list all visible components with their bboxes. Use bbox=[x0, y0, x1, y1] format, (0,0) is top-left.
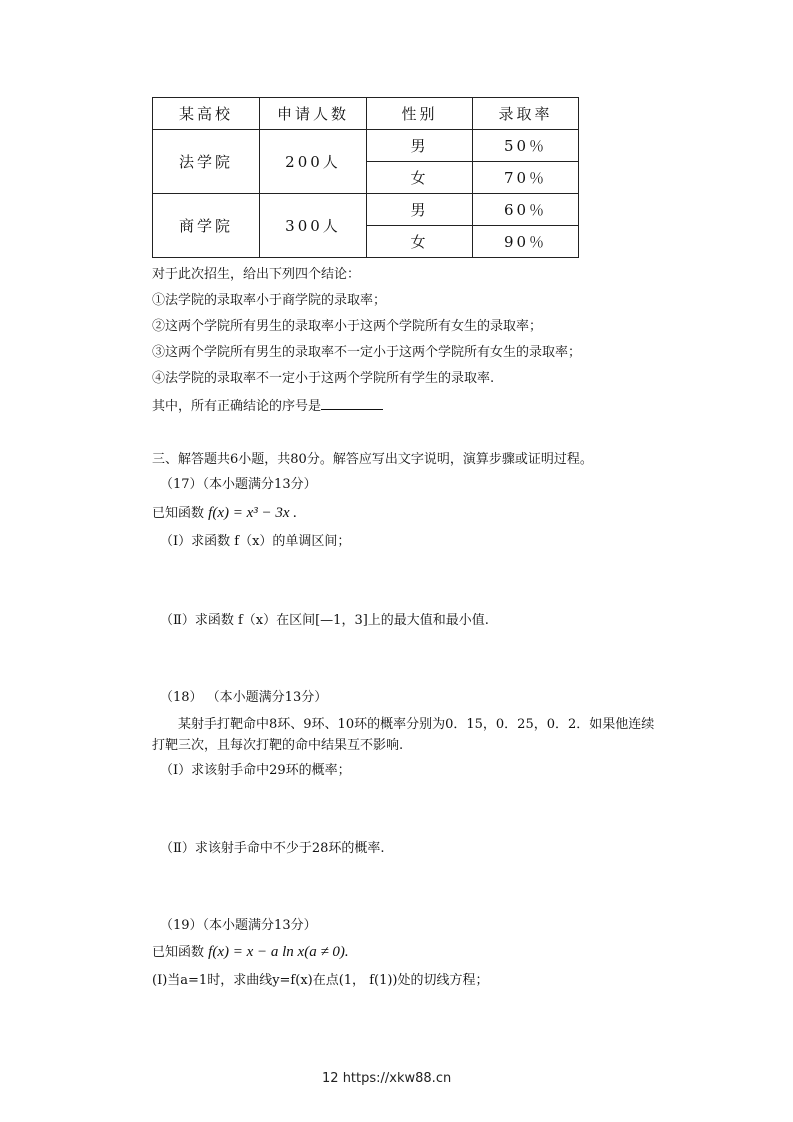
applicants-cell: 200人 bbox=[260, 130, 367, 194]
q18-part1: （Ⅰ）求该射手命中29环的概率； bbox=[160, 763, 351, 778]
q18-stem-line1: 某射手打靶命中8环、9环、10环的概率分别为0．15，0．25，0．2．如果他连续 bbox=[178, 717, 655, 732]
college-cell: 商学院 bbox=[153, 194, 260, 258]
table-header-row bbox=[153, 98, 579, 130]
q17-part1: （Ⅰ）求函数 f（x）的单调区间； bbox=[160, 534, 351, 549]
q17-given bbox=[152, 504, 297, 523]
table-row bbox=[153, 130, 579, 162]
q17-formula: f(x) = x³ − 3x . bbox=[208, 505, 298, 521]
q17-part2: （Ⅱ）求函数 f（x）在区间[—1，3]上的最大值和最小值. bbox=[160, 613, 489, 628]
conclusions-intro: 对于此次招生，给出下列四个结论： bbox=[152, 267, 361, 282]
rate-cell: 90％ bbox=[473, 226, 579, 258]
q19-part1: (Ⅰ)当a=1时，求曲线y=f(x)在点(1， f(1))处的切线方程； bbox=[152, 973, 489, 988]
conclusion-question bbox=[152, 397, 383, 416]
q18-stem-line2: 打靶三次，且每次打靶的命中结果互不影响. bbox=[152, 738, 404, 753]
table-header-cell: 申请人数 bbox=[260, 98, 367, 130]
section-heading: 三、解答题共6小题，共80分。解答应写出文字说明，演算步骤或证明过程。 bbox=[152, 452, 593, 467]
table-header-cell: 录取率 bbox=[473, 98, 579, 130]
table-header-cell: 某高校 bbox=[153, 98, 260, 130]
rate-cell: 70％ bbox=[473, 162, 579, 194]
page-number: 12 bbox=[322, 1071, 339, 1086]
q19-formula: f(x) = x − a ln x(a ≠ 0). bbox=[208, 944, 349, 960]
q18-label: （18） （本小题满分13分） bbox=[160, 690, 328, 705]
footer-url[interactable]: https://xkw88.cn bbox=[342, 1071, 452, 1086]
answer-blank bbox=[321, 397, 383, 410]
applicants-cell: 300人 bbox=[260, 194, 367, 258]
table-row bbox=[153, 194, 579, 226]
gender-cell: 男 bbox=[367, 194, 473, 226]
conclusion-item-1: ①法学院的录取率小于商学院的录取率； bbox=[152, 293, 387, 308]
college-cell: 法学院 bbox=[153, 130, 260, 194]
admission-table bbox=[152, 97, 579, 258]
q19-given bbox=[152, 943, 349, 962]
q18-part2: （Ⅱ）求该射手命中不少于28环的概率. bbox=[160, 841, 385, 856]
conclusion-item-4: ④法学院的录取率不一定小于这两个学院所有学生的录取率. bbox=[152, 371, 495, 386]
gender-cell: 女 bbox=[367, 226, 473, 258]
page-footer bbox=[322, 1071, 451, 1086]
gender-cell: 男 bbox=[367, 130, 473, 162]
table-header-cell: 性别 bbox=[367, 98, 473, 130]
rate-cell: 60％ bbox=[473, 194, 579, 226]
conclusion-item-3: ③这两个学院所有男生的录取率不一定小于这两个学院所有女生的录取率； bbox=[152, 345, 582, 360]
conclusion-question-text: 其中，所有正确结论的序号是 bbox=[152, 399, 322, 414]
q17-given-prefix: 已知函数 bbox=[152, 506, 205, 521]
q19-given-prefix: 已知函数 bbox=[152, 945, 205, 960]
conclusion-item-2: ②这两个学院所有男生的录取率小于这两个学院所有女生的录取率； bbox=[152, 319, 543, 334]
gender-cell: 女 bbox=[367, 162, 473, 194]
rate-cell: 50％ bbox=[473, 130, 579, 162]
q17-label: （17）（本小题满分13分） bbox=[160, 477, 317, 492]
q19-label: （19）（本小题满分13分） bbox=[160, 918, 317, 933]
